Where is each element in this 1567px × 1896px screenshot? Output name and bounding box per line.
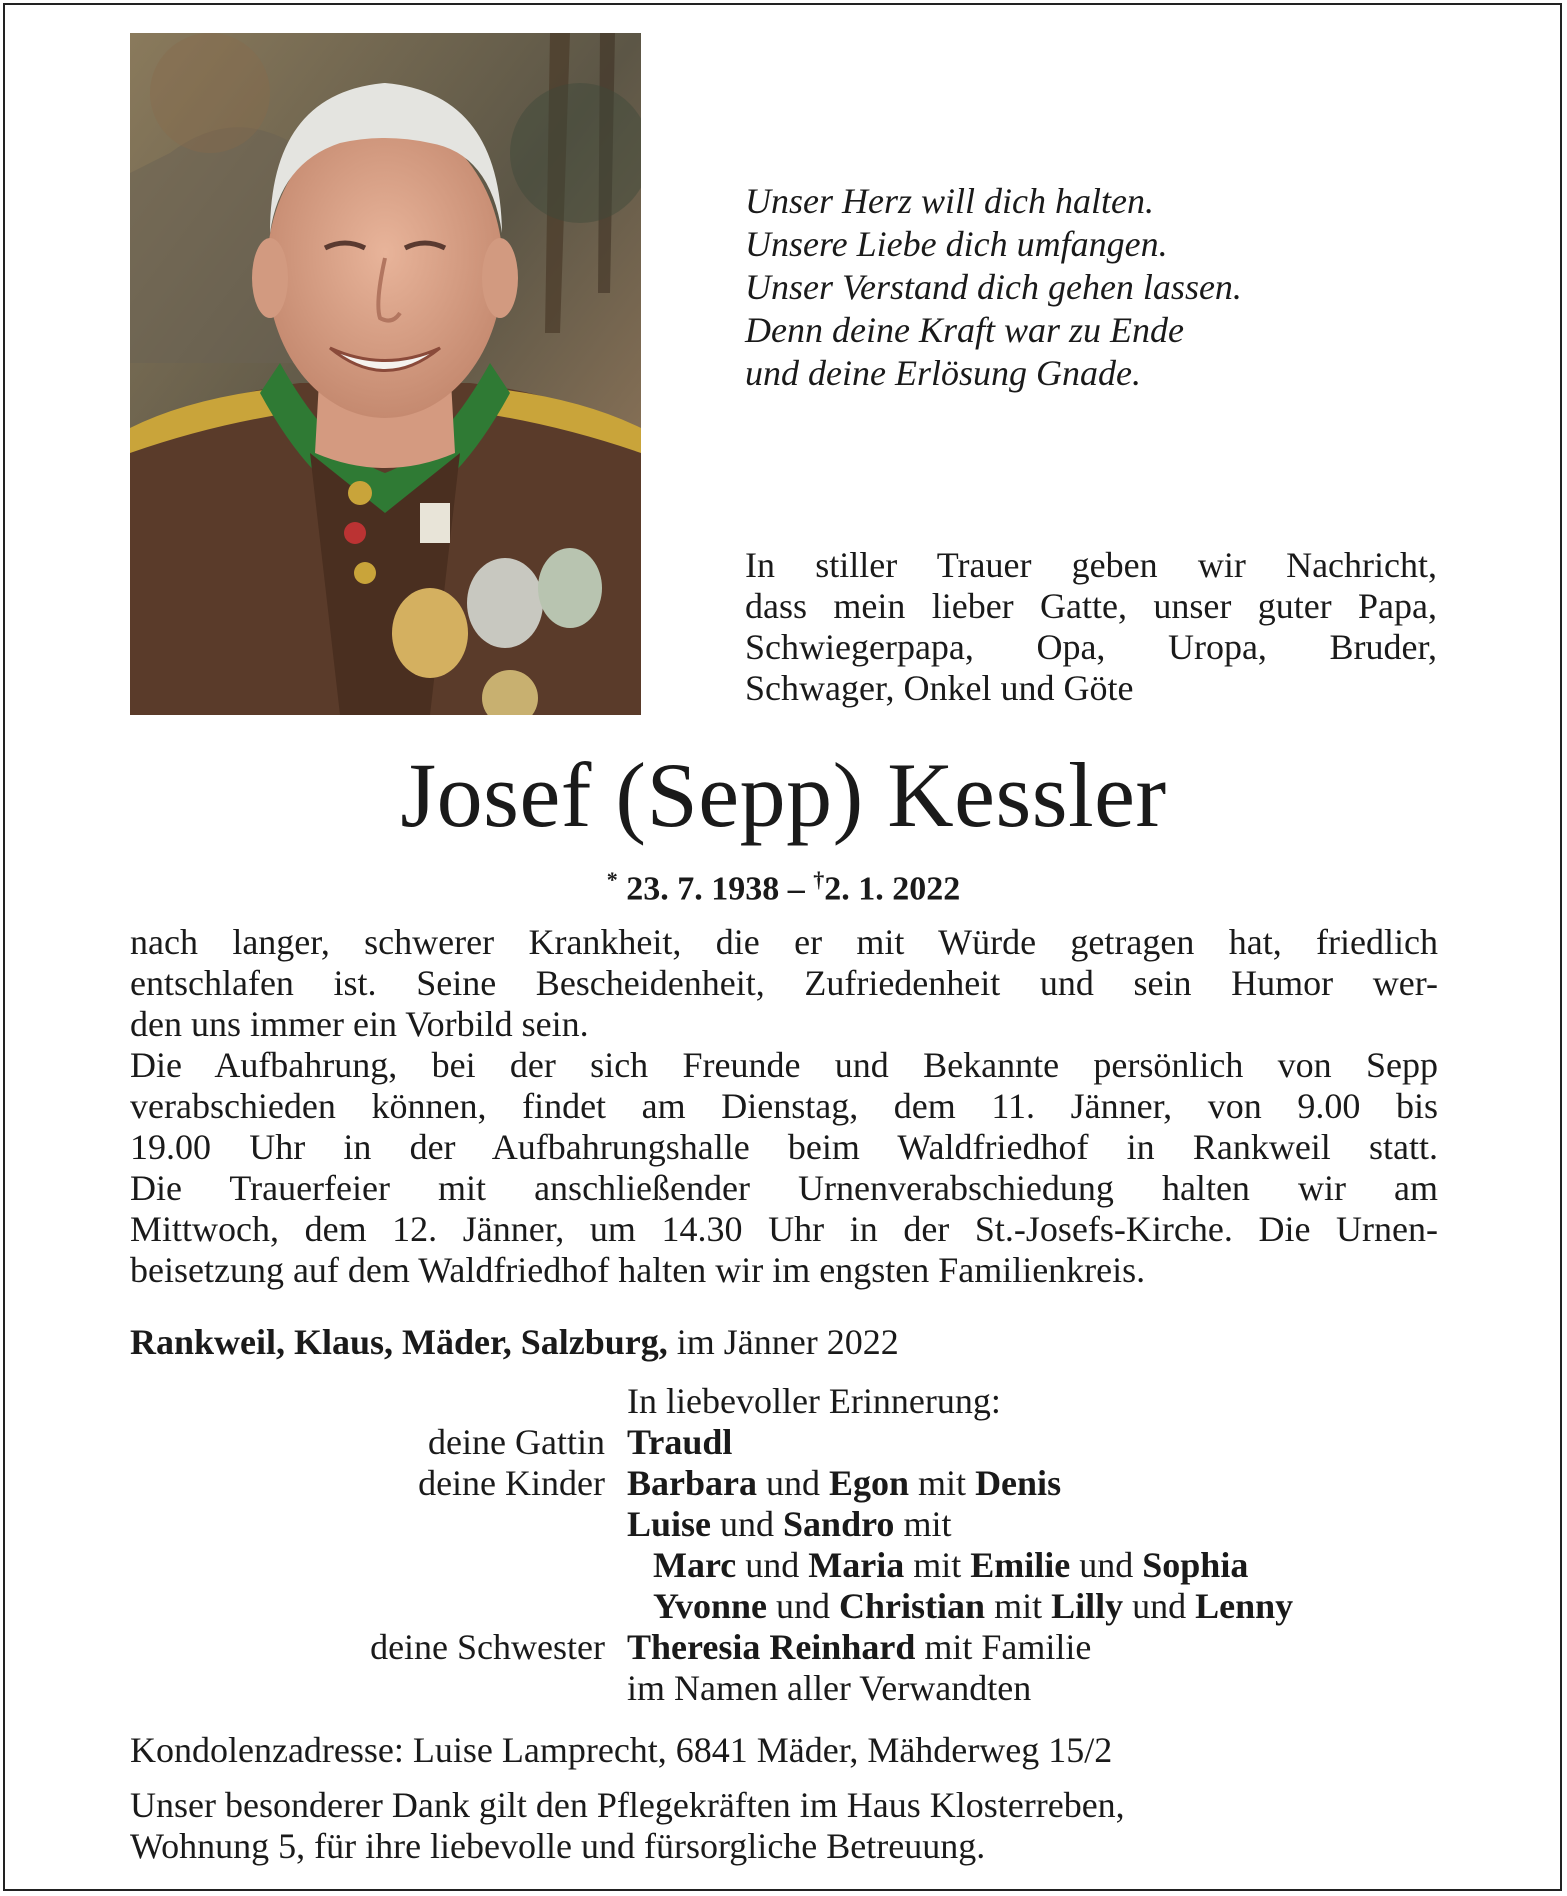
- body-line: Die Trauerfeier mit anschließender Urnenverabschiedung halten wir am: [130, 1168, 1438, 1208]
- family-name: Yvonne: [653, 1586, 768, 1626]
- family-name: Marc: [653, 1545, 737, 1585]
- birth-mark: *: [606, 867, 618, 892]
- family-name: Luise: [627, 1504, 712, 1544]
- relation-kinder: deine Kinder: [418, 1463, 605, 1503]
- connector-text: mit: [904, 1545, 971, 1585]
- connector-text: und: [711, 1504, 784, 1544]
- date-separator: –: [787, 870, 805, 908]
- body-line: nach langer, schwerer Krankheit, die er mit Würde getragen hat, friedlich: [130, 922, 1438, 962]
- thanks-line: Unser besonderer Dank gilt den Pflegekräften im Haus Klosterreben,: [130, 1785, 1125, 1825]
- condolence-address: Kondolenzadresse: Luise Lamprecht, 6841 Mäder, Mähderweg 15/2: [130, 1730, 1113, 1770]
- family-name: Egon: [829, 1463, 910, 1503]
- connector-text: mit Familie: [915, 1627, 1092, 1667]
- connector-text: und: [736, 1545, 809, 1585]
- places-date: [130, 1322, 899, 1363]
- family-name: Maria: [808, 1545, 905, 1585]
- family-name: Traudl: [627, 1422, 733, 1462]
- intro-line: In stiller Trauer geben wir Nachricht,: [745, 545, 1437, 585]
- intro-line: Schwager, Onkel und Göte: [745, 668, 1134, 708]
- family-name: Lilly: [1051, 1586, 1124, 1626]
- connector-text: mit: [985, 1586, 1052, 1626]
- places: Rankweil, Klaus, Mäder, Salzburg,: [130, 1322, 668, 1362]
- life-dates: [0, 860, 1567, 909]
- poem-line: Denn deine Kraft war zu Ende: [745, 310, 1184, 350]
- body-line: Die Aufbahrung, bei der sich Freunde und Bekannte persönlich von Sepp: [130, 1045, 1438, 1085]
- family-name: Denis: [975, 1463, 1062, 1503]
- family-name: Lenny: [1195, 1586, 1294, 1626]
- body-line: den uns immer ein Vorbild sein.: [130, 1004, 589, 1044]
- intro-line: Schwiegerpapa, Opa, Uropa, Bruder,: [745, 627, 1437, 667]
- intro-line: dass mein lieber Gatte, unser guter Papa,: [745, 586, 1437, 626]
- poem-line: Unser Verstand dich gehen lassen.: [745, 267, 1242, 307]
- body-line: 19.00 Uhr in der Aufbahrungshalle beim Waldfriedhof in Rankweil statt.: [130, 1127, 1438, 1167]
- body-line: Mittwoch, dem 12. Jänner, um 14.30 Uhr in der St.-Josefs-Kirche. Die Urnen-: [130, 1209, 1438, 1249]
- poem-line: Unser Herz will dich halten.: [745, 181, 1154, 221]
- family-name: Sophia: [1142, 1545, 1249, 1585]
- family-name: Sandro: [783, 1504, 895, 1544]
- relation-gattin: deine Gattin: [428, 1422, 605, 1462]
- family-gattin: [627, 1422, 732, 1463]
- notice-body: [130, 922, 1438, 1291]
- relation-schwester: deine Schwester: [370, 1627, 605, 1667]
- death-date: 2. 1. 2022: [824, 870, 961, 908]
- poem-line: Unsere Liebe dich umfangen.: [745, 224, 1168, 264]
- family-name: Barbara: [627, 1463, 757, 1503]
- memorial-header: In liebevoller Erinnerung:: [627, 1381, 1001, 1421]
- notice-month: im Jänner 2022: [667, 1322, 899, 1362]
- body-line: entschlafen ist. Seine Bescheidenheit, Zufriedenheit und sein Humor wer-: [130, 963, 1438, 1003]
- connector-text: und: [757, 1463, 829, 1503]
- death-mark: †: [813, 867, 825, 892]
- birth-date: 23. 7. 1938: [626, 870, 780, 908]
- family-name: Emilie: [970, 1545, 1071, 1585]
- family-enkel-1: [653, 1545, 1248, 1586]
- thanks-line: Wohnung 5, für ihre liebevolle und fürsorgliche Betreuung.: [130, 1826, 986, 1866]
- family-schwester: [627, 1627, 1091, 1668]
- family-kinder-1: [627, 1463, 1061, 1504]
- family-enkel-2: [653, 1586, 1293, 1627]
- connector-text: und: [767, 1586, 840, 1626]
- family-verwandte: im Namen aller Verwandten: [627, 1668, 1032, 1708]
- body-line: beisetzung auf dem Waldfriedhof halten wir im engsten Familienkreis.: [130, 1250, 1146, 1290]
- portrait-photo: [130, 33, 641, 715]
- connector-text: und: [1123, 1586, 1196, 1626]
- body-line: verabschieden können, findet am Dienstag, dem 11. Jänner, von 9.00 bis: [130, 1086, 1438, 1126]
- poem-line: und deine Erlösung Gnade.: [745, 353, 1141, 393]
- connector-text: mit: [894, 1504, 952, 1544]
- intro-text: [745, 545, 1437, 709]
- family-name: Theresia Reinhard: [627, 1627, 916, 1667]
- connector-text: und: [1070, 1545, 1143, 1585]
- poem: [745, 180, 1242, 395]
- family-name: Christian: [839, 1586, 986, 1626]
- family-kinder-2: [627, 1504, 951, 1545]
- connector-text: mit: [909, 1463, 976, 1503]
- deceased-name: Josef (Sepp) Kessler: [400, 744, 1167, 846]
